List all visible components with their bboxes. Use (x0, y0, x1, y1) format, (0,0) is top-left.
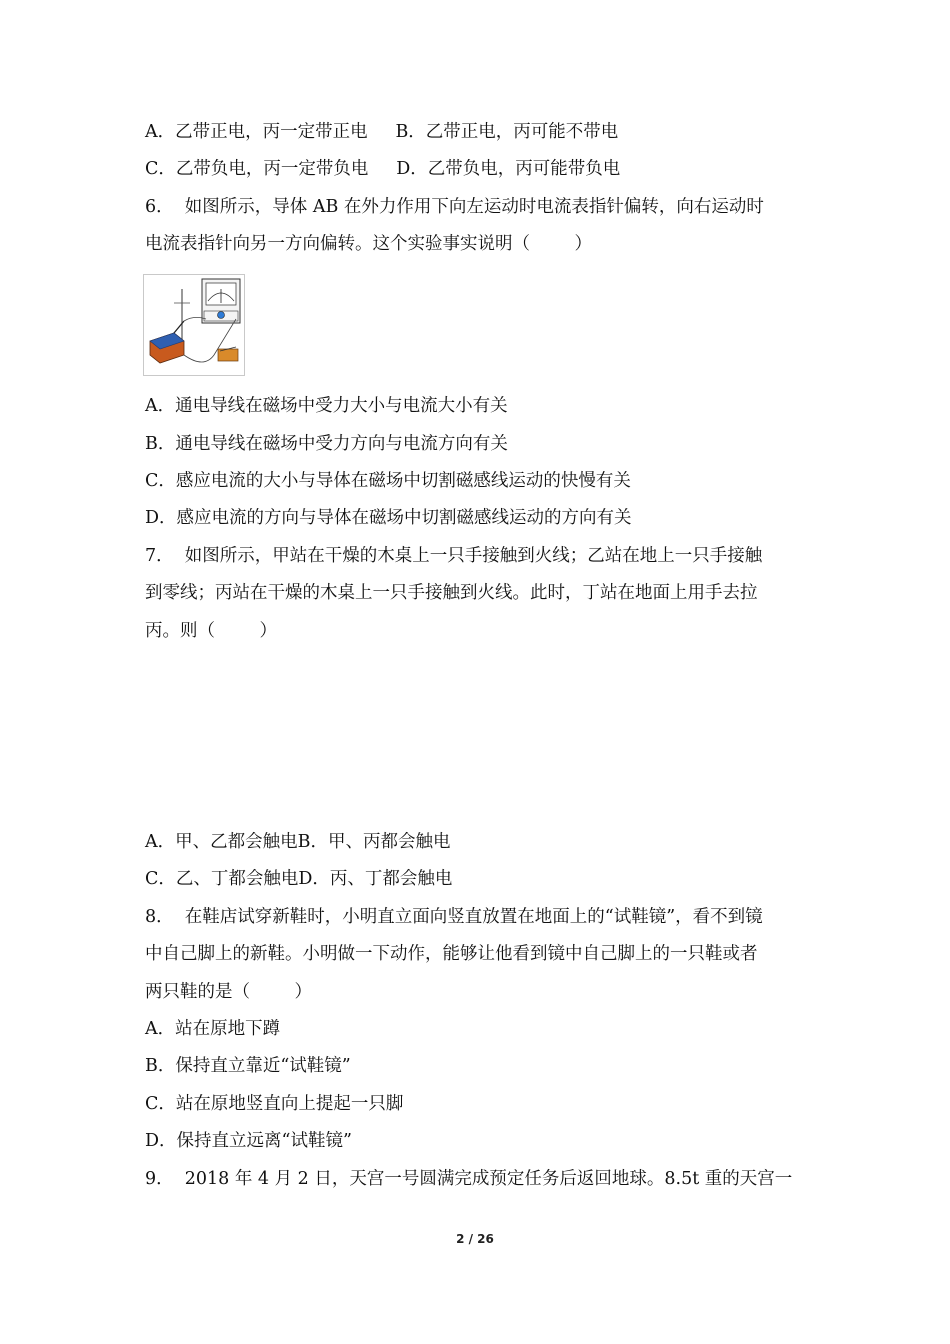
q8-stem-2: 中自己脚上的新鞋。小明做一下动作，能够让他看到镜中自己脚上的一只鞋或者 (145, 944, 758, 964)
q5-options-ab: A．乙带正电，丙一定带正电 B．乙带正电，丙可能不带电 (145, 122, 619, 142)
q5-options-cd: C．乙带负电，丙一定带负电 D．乙带负电，丙可能带负电 (145, 159, 621, 179)
q8-option-a: A．站在原地下蹲 (145, 1019, 281, 1039)
q7-options-ab: A．甲、乙都会触电B．甲、丙都会触电 (145, 832, 451, 852)
q6-stem-1: 6． 如图所示，导体 AB 在外力作用下向左运动时电流表指针偏转，向右运动时 (145, 197, 764, 217)
q6-option-c: C．感应电流的大小与导体在磁场中切割磁感线运动的快慢有关 (145, 471, 631, 491)
q7-options-cd: C．乙、丁都会触电D．丙、丁都会触电 (145, 869, 453, 889)
q8-option-b: B．保持直立靠近“试鞋镜” (145, 1056, 351, 1076)
q6-figure-induction-experiment (143, 274, 245, 376)
page-number: 2 / 26 (456, 1232, 494, 1246)
q9-stem-1: 9． 2018 年 4 月 2 日，天宫一号圆满完成预定任务后返回地球。8.5t 重的天宫一 (145, 1169, 793, 1189)
q8-option-d: D．保持直立远离“试鞋镜” (145, 1131, 352, 1151)
q6-option-a: A．通电导线在磁场中受力大小与电流大小有关 (145, 396, 508, 416)
q7-stem-1: 7． 如图所示，甲站在干燥的木桌上一只手接触到火线；乙站在地上一只手接触 (145, 546, 763, 566)
q7-stem-2: 到零线；丙站在干燥的木桌上一只手接触到火线。此时，丁站在地面上用手去拉 (145, 583, 758, 603)
q7-stem-3: 丙。则（ ） (145, 621, 278, 641)
q8-stem-3: 两只鞋的是（ ） (145, 982, 313, 1002)
q6-stem-2: 电流表指针向另一方向偏转。这个实验事实说明（ ） (145, 234, 593, 254)
q6-option-b: B．通电导线在磁场中受力方向与电流方向有关 (145, 434, 508, 454)
q6-option-d: D．感应电流的方向与导体在磁场中切割磁感线运动的方向有关 (145, 508, 632, 528)
q8-option-c: C．站在原地竖直向上提起一只脚 (145, 1094, 404, 1114)
q8-stem-1: 8． 在鞋店试穿新鞋时，小明直立面向竖直放置在地面上的“试鞋镜”，看不到镜 (145, 907, 763, 927)
